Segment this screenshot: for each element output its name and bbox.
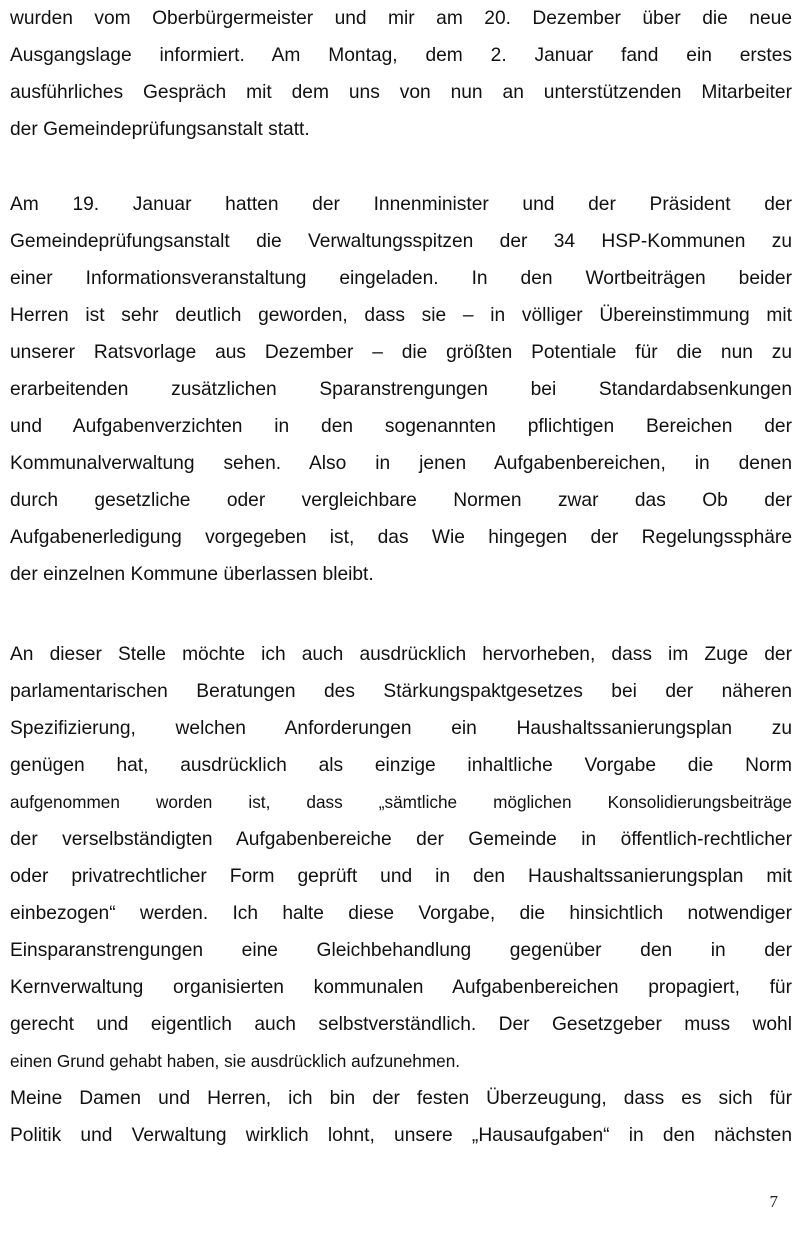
text-line: durch gesetzliche oder vergleichbare Normen zwar das Ob der — [10, 490, 792, 511]
text-line: aufgenommen worden ist, dass „sämtliche möglichen Konsolidierungsbeiträge — [10, 792, 792, 812]
text-line: einbezogen“ werden. Ich halte diese Vorgabe, die hinsichtlich notwendiger — [10, 903, 792, 924]
text-line: Herren ist sehr deutlich geworden, dass sie – in völliger Übereinstimmung mit — [10, 305, 792, 326]
text-line: und Aufgabenverzichten in den sogenannten pflichtigen Bereichen der — [10, 416, 792, 437]
paragraph-4 — [10, 1080, 792, 1154]
page-number: 7 — [769, 1192, 778, 1211]
text-line: Kommunalverwaltung sehen. Also in jenen Aufgabenbereichen, in denen — [10, 453, 792, 474]
text-line: der einzelnen Kommune überlassen bleibt. — [10, 564, 374, 585]
text-line: einer Informationsveranstaltung eingeladen. In den Wortbeiträgen beider — [10, 268, 792, 289]
text-line: der Gemeindeprüfungsanstalt statt. — [10, 119, 310, 140]
text-line: wurden vom Oberbürgermeister und mir am 20. Dezember über die neue — [10, 8, 792, 29]
paragraph-2 — [10, 186, 792, 593]
text-line: unserer Ratsvorlage aus Dezember – die größten Potentiale für die nun zu — [10, 342, 792, 363]
text-line: Gemeindeprüfungsanstalt die Verwaltungsspitzen der 34 HSP-Kommunen zu — [10, 231, 792, 252]
text-line: Ausgangslage informiert. Am Montag, dem 2. Januar fand ein erstes — [10, 45, 792, 66]
text-line: Politik und Verwaltung wirklich lohnt, unsere „Hausaufgaben“ in den nächsten — [10, 1125, 792, 1146]
paragraph-1 — [10, 0, 792, 148]
text-line: einen Grund gehabt haben, sie ausdrücklich aufzunehmen. — [10, 1051, 461, 1071]
text-line: Am 19. Januar hatten der Innenminister und der Präsident der — [10, 194, 792, 215]
text-line: der verselbständigten Aufgabenbereiche der Gemeinde in öffentlich-rechtlicher — [10, 829, 792, 850]
text-line: Meine Damen und Herren, ich bin der festen Überzeugung, dass es sich für — [10, 1088, 792, 1109]
text-line: Kernverwaltung organisierten kommunalen Aufgabenbereichen propagiert, für — [10, 977, 792, 998]
text-line: Aufgabenerledigung vorgegeben ist, das Wie hingegen der Regelungssphäre — [10, 527, 792, 548]
text-line: ausführliches Gespräch mit dem uns von nun an unterstützenden Mitarbeiter — [10, 82, 792, 103]
text-line: genügen hat, ausdrücklich als einzige inhaltliche Vorgabe die Norm — [10, 755, 792, 776]
text-line: erarbeitenden zusätzlichen Sparanstrengungen bei Standardabsenkungen — [10, 379, 792, 400]
paragraph-3 — [10, 636, 792, 1080]
text-line: gerecht und eigentlich auch selbstverständlich. Der Gesetzgeber muss wohl — [10, 1014, 792, 1035]
text-line: oder privatrechtlicher Form geprüft und in den Haushaltssanierungsplan mit — [10, 866, 792, 887]
text-line: parlamentarischen Beratungen des Stärkungspaktgesetzes bei der näheren — [10, 681, 792, 702]
text-line: Einsparanstrengungen eine Gleichbehandlung gegenüber den in der — [10, 940, 792, 961]
text-line: Spezifizierung, welchen Anforderungen ein Haushaltssanierungsplan zu — [10, 718, 792, 739]
text-line: An dieser Stelle möchte ich auch ausdrücklich hervorheben, dass im Zuge der — [10, 644, 792, 665]
